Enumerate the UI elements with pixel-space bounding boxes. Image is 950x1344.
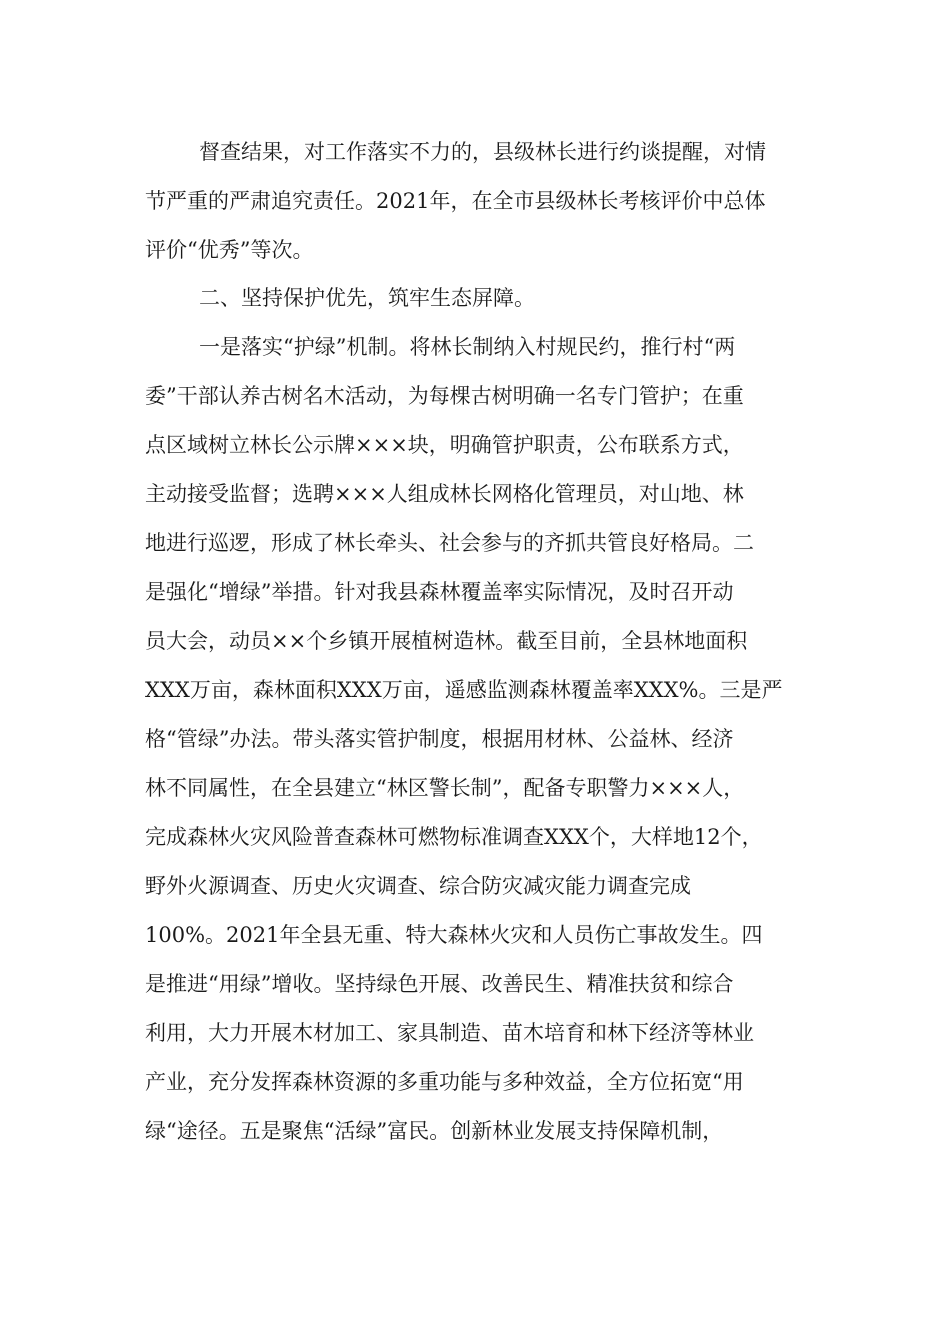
text-line-8: 主动接受监督；选聘×××人组成林长网格化管理员，对山地、林: [145, 482, 744, 506]
text-line-15: 完成森林火灾风险普查森林可燃物标准调查XXX个，大样地12个，: [145, 825, 763, 849]
text-line-7: 点区域树立林长公示牌×××块，明确管护职责，公布联系方式，: [145, 433, 744, 457]
text-line-5: 一是落实“护绿”机制。将林长制纳入村规民约，推行村“两: [199, 335, 736, 359]
text-line-1: 督查结果，对工作落实不力的，县级林长进行约谈提醒，对情: [199, 140, 766, 164]
section-heading: 二、坚持保护优先，筑牢生态屏障。: [199, 286, 535, 310]
text-line-12: XXX万亩，森林面积XXX万亩，遥感监测森林覆盖率XXX%。三是严: [145, 678, 783, 702]
text-line-19: 利用，大力开展木材加工、家具制造、苗木培育和林下经济等林业: [145, 1021, 754, 1045]
text-line-13: 格“管绿”办法。带头落实管护制度，根据用材林、公益林、经济: [145, 727, 734, 751]
text-line-2: 节严重的严肃追究责任。2021年，在全市县级林长考核评价中总体: [145, 189, 766, 213]
text-line-10: 是强化“增绿”举措。针对我县森林覆盖率实际情况，及时召开动: [145, 580, 734, 604]
text-line-17: 100%。2021年全县无重、特大森林火灾和人员伤亡事故发生。四: [145, 923, 763, 947]
text-line-3: 评价“优秀”等次。: [145, 238, 314, 262]
text-line-16: 野外火源调查、历史火灾调查、综合防灾减灾能力调查完成: [145, 874, 691, 898]
text-line-14: 林不同属性，在全县建立“林区警长制”，配备专职警力×××人，: [145, 776, 745, 800]
text-line-18: 是推进“用绿”增收。坚持绿色开展、改善民生、精准扶贫和综合: [145, 972, 734, 996]
text-line-21: 绿“途径。五是聚焦“活绿”富民。创新林业发展支持保障机制，: [145, 1119, 724, 1143]
text-line-20: 产业，充分发挥森林资源的多重功能与多种效益，全方位拓宽“用: [145, 1070, 744, 1094]
text-line-9: 地进行巡逻，形成了林长牵头、社会参与的齐抓共管良好格局。二: [145, 531, 754, 555]
text-line-11: 员大会，动员××个乡镇开展植树造林。截至目前，全县林地面积: [145, 629, 748, 653]
text-line-6: 委”干部认养古树名木活动，为每棵古树明确一名专门管护；在重: [145, 384, 744, 408]
